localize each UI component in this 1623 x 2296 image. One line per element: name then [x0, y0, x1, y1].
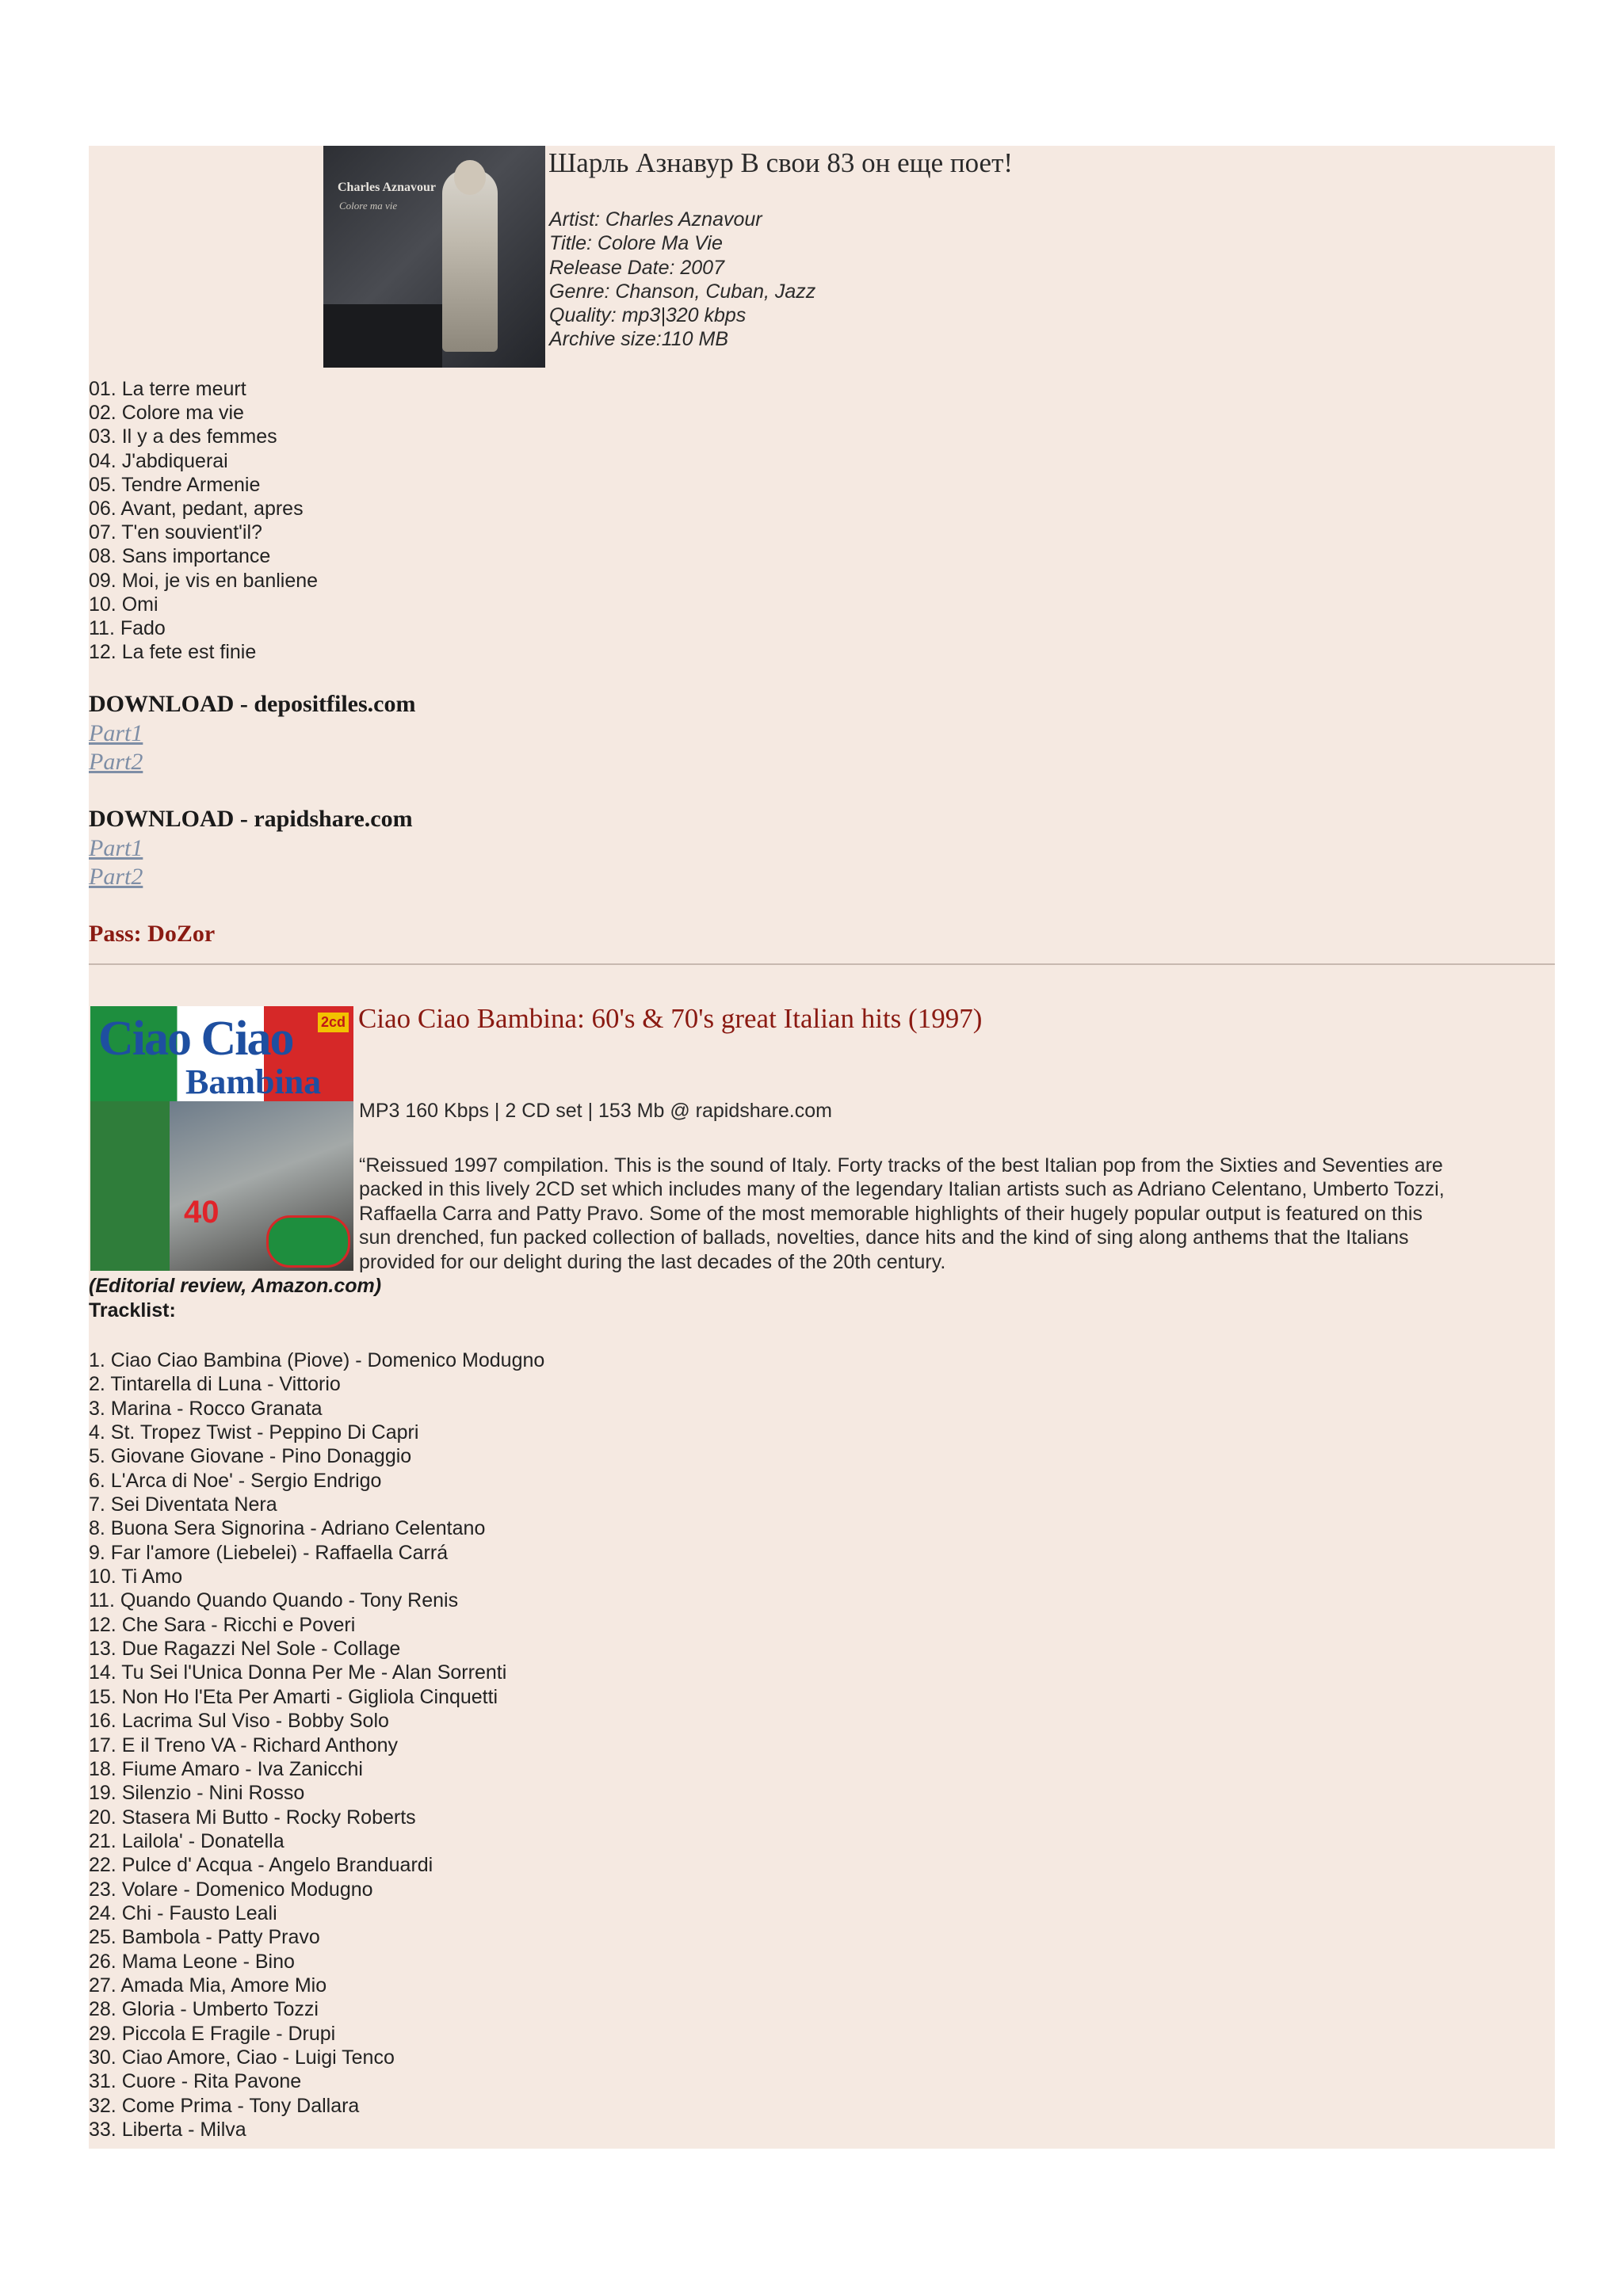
- list-item: 23. Volare - Domenico Modugno: [89, 1878, 373, 1901]
- list-item: 29. Piccola E Fragile - Drupi: [89, 2022, 336, 2045]
- section-divider: [89, 963, 1555, 965]
- list-item: 08. Sans importance: [89, 545, 271, 568]
- list-item: 03. Il y a des femmes: [89, 425, 277, 448]
- review-line: provided for our delight during the last decades of the 20th century.: [359, 1250, 946, 1273]
- album1-tracklist: [89, 377, 318, 664]
- list-item: 05. Tendre Armenie: [89, 473, 261, 496]
- review-line: sun drenched, fun packed collection of ballads, novelties, dance hits and the kind of sing along anthems that the Italians: [359, 1226, 1409, 1249]
- list-item: 11. Quando Quando Quando - Tony Renis: [89, 1589, 459, 1612]
- list-item: 26. Mama Leone - Bino: [89, 1950, 295, 1973]
- list-item: 13. Due Ragazzi Nel Sole - Collage: [89, 1638, 401, 1661]
- list-item: 1. Ciao Ciao Bambina (Piove) - Domenico Modugno: [89, 1349, 545, 1371]
- meta-title: Title: Colore Ma Vie: [549, 232, 723, 255]
- cover-table-shape: [323, 304, 442, 368]
- rapidshare-part1-link[interactable]: Part1: [89, 835, 143, 861]
- editorial-source: (Editorial review, Amazon.com): [89, 1275, 382, 1297]
- list-item: 12. Che Sara - Ricchi e Poveri: [89, 1613, 356, 1636]
- list-item: 4. St. Tropez Twist - Peppino Di Capri: [89, 1421, 419, 1444]
- document-page: [89, 146, 1555, 2149]
- cover-bambina-text: Bambina: [185, 1062, 322, 1101]
- list-item: 9. Far l'amore (Liebelei) - Raffaella Carrá: [89, 1541, 449, 1564]
- list-item: 09. Moi, je vis en banliene: [89, 569, 319, 592]
- album2-tracklist: [89, 1348, 544, 2142]
- list-item: 12. La fete est finie: [89, 641, 257, 664]
- list-item: 02. Colore ma vie: [89, 402, 244, 425]
- list-item: 16. Lacrima Sul Viso - Bobby Solo: [89, 1710, 389, 1733]
- list-item: 22. Pulce d' Acqua - Angelo Branduardi: [89, 1854, 433, 1877]
- cover-album-name: Colore ma vie: [339, 200, 398, 212]
- archive-password: Pass: DoZor: [89, 921, 216, 947]
- list-item: 2. Tintarella di Luna - Vittorio: [89, 1373, 341, 1396]
- depositfiles-part2-link[interactable]: Part2: [89, 749, 143, 775]
- list-item: 11. Fado: [89, 617, 166, 640]
- album2-spec: MP3 160 Kbps | 2 CD set | 153 Mb @ rapidshare.com: [359, 1100, 832, 1122]
- meta-quality: Quality: mp3|320 kbps: [549, 304, 747, 327]
- list-item: 3. Marina - Rocco Granata: [89, 1397, 323, 1420]
- list-item: 7. Sei Diventata Nera: [89, 1493, 277, 1516]
- list-item: 17. E il Treno VA - Richard Anthony: [89, 1733, 399, 1756]
- meta-artist: Artist: Charles Aznavour: [549, 208, 762, 231]
- list-item: 15. Non Ho l'Eta Per Amarti - Gigliola Cinquetti: [89, 1685, 498, 1708]
- meta-release-date: Release Date: 2007: [549, 256, 724, 279]
- list-item: 30. Ciao Amore, Ciao - Luigi Tenco: [89, 2046, 395, 2069]
- review-line: packed in this lively 2CD set which includes many of the legendary Italian artists such as Adriano Celentano, Umberto Tozzi,: [359, 1178, 1445, 1201]
- list-item: 07. T'en souvient'il?: [89, 521, 262, 544]
- list-item: 27. Amada Mia, Amore Mio: [89, 1974, 327, 1997]
- cover-bonus-badge: [266, 1215, 350, 1268]
- cover-figure-shape: [442, 170, 498, 352]
- list-item: 33. Liberta - Milva: [89, 2119, 246, 2141]
- list-item: 21. Lailola' - Donatella: [89, 1829, 285, 1852]
- album2-title: Ciao Ciao Bambina: 60's & 70's great Italian hits (1997): [358, 1003, 983, 1034]
- rapidshare-part2-link[interactable]: Part2: [89, 864, 143, 890]
- list-item: 8. Buona Sera Signorina - Adriano Celentano: [89, 1517, 486, 1540]
- download-heading-rapidshare: DOWNLOAD - rapidshare.com: [89, 806, 413, 832]
- cover-ciao-text: Ciao Ciao: [98, 1012, 293, 1066]
- list-item: 06. Avant, pedant, apres: [89, 498, 304, 521]
- album2-review: [359, 1154, 1552, 1274]
- album-cover-aznavour: [323, 146, 545, 368]
- list-item: 10. Ti Amo: [89, 1566, 183, 1589]
- list-item: 28. Gloria - Umberto Tozzi: [89, 1998, 319, 2021]
- list-item: 19. Silenzio - Nini Rosso: [89, 1782, 305, 1805]
- list-item: 6. L'Arca di Noe' - Sergio Endrigo: [89, 1469, 382, 1492]
- list-item: 5. Giovane Giovane - Pino Donaggio: [89, 1445, 412, 1468]
- list-item: 20. Stasera Mi Butto - Rocky Roberts: [89, 1806, 416, 1829]
- list-item: 01. La terre meurt: [89, 378, 246, 400]
- meta-archive-size: Archive size:110 MB: [549, 328, 729, 351]
- list-item: 24. Chi - Fausto Leali: [89, 1901, 277, 1924]
- tracklist-label: Tracklist:: [89, 1299, 176, 1322]
- depositfiles-part1-link[interactable]: Part1: [89, 720, 143, 746]
- album-cover-ciao-ciao-bambina: [90, 1006, 353, 1271]
- cover-forty-text: 40: [184, 1195, 220, 1230]
- review-line: “Reissued 1997 compilation. This is the sound of Italy. Forty tracks of the best Italian pop from the Sixties and Seventies are: [359, 1154, 1443, 1177]
- cover-artist-list: [90, 1101, 170, 1271]
- list-item: 25. Bambola - Patty Pravo: [89, 1926, 320, 1949]
- list-item: 04. J'abdiquerai: [89, 449, 228, 472]
- list-item: 14. Tu Sei l'Unica Donna Per Me - Alan Sorrenti: [89, 1661, 507, 1684]
- review-line: Raffaella Carra and Patty Pravo. Some of the most memorable highlights of their hugely popular output is featured on this: [359, 1202, 1423, 1225]
- cover-head-shape: [454, 160, 486, 195]
- list-item: 31. Cuore - Rita Pavone: [89, 2070, 302, 2093]
- list-item: 32. Come Prima - Tony Dallara: [89, 2094, 360, 2117]
- meta-genre: Genre: Chanson, Cuban, Jazz: [549, 280, 816, 303]
- list-item: 18. Fiume Amaro - Iva Zanicchi: [89, 1757, 363, 1780]
- list-item: 10. Omi: [89, 593, 158, 616]
- album1-meta: [549, 208, 815, 352]
- download-heading-depositfiles: DOWNLOAD - depositfiles.com: [89, 691, 416, 717]
- album1-title: Шарль Азнавур В свои 83 он еще поет!: [548, 147, 1014, 178]
- cover-artist-name: Charles Aznavour: [338, 181, 436, 194]
- cover-2cd-badge: 2cd: [318, 1013, 349, 1032]
